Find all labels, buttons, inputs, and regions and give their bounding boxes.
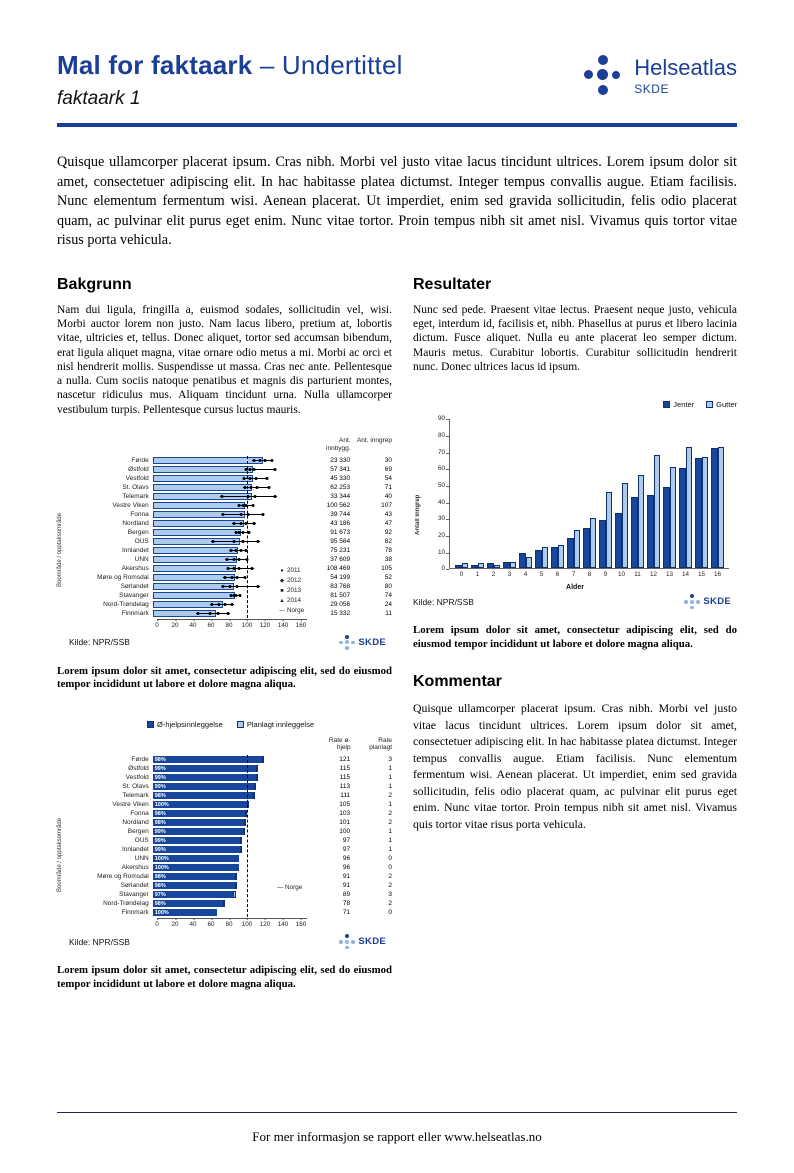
fig2-y-axis-label: Antall inngrep <box>415 495 421 536</box>
fig1-header-innbygg: Ant. innbygg. <box>326 436 351 452</box>
fig3-row: Stavanger 97% 89 3 <box>119 891 392 899</box>
fig2-caption: Lorem ipsum dolor sit amet, consectetur adipiscing elit, sed do eiusmod tempor incididunt ut labore et dolore magna aliqua. <box>413 624 737 650</box>
page-subtitle: faktaark 1 <box>57 88 141 109</box>
fig3-row: Østfold 99% 115 1 <box>128 765 392 773</box>
fig3-row: St. Olavs 99% 113 1 <box>122 783 392 791</box>
fig3-row: Sørlandet 98% 91 2 <box>120 882 392 890</box>
fig1-row: Møre og Romsdal 54 199 52 <box>97 573 392 581</box>
fig3-legend <box>69 720 392 729</box>
fig2-bar-group: 11 <box>631 475 644 568</box>
page-content <box>0 50 794 991</box>
kommentar-heading: Kommentar <box>413 673 502 691</box>
fig3-header-rate-ohjelp: Rate ø-hjelp <box>328 736 351 752</box>
fig3-header-rate-planlagt: Rate planlagt <box>369 736 393 752</box>
skde-dots-icon <box>339 635 354 650</box>
skde-logo: SKDE <box>339 635 386 650</box>
header-rule <box>57 123 737 127</box>
fig2-bar-group: 8 <box>583 518 596 568</box>
fig3-row: Nordland 98% 101 2 <box>122 819 392 827</box>
skde-dots-icon <box>339 934 354 949</box>
title-main: Mal for faktaark <box>57 50 253 80</box>
fig2-legend-jenter: Jenter <box>663 400 694 409</box>
helseatlas-logo <box>581 54 737 98</box>
fig3-row: OUS 99% 97 1 <box>134 837 392 845</box>
title-block <box>57 50 403 110</box>
figure-admission-type-chart <box>57 720 392 950</box>
fig1-row: Førde 23 330 30 <box>131 456 392 464</box>
fig2-source: Kilde: NPR/SSB <box>413 596 474 607</box>
fig2-bar-group: 7 <box>567 530 580 568</box>
right-column <box>413 276 737 991</box>
kommentar-body: Quisque ullamcorper placerat ipsum. Cras nibh. Morbi vel justo vitae lacus tincidunt ultrices. Lorem ipsum dolor sit amet, consectetuer adipiscing elit. In hac habitasse platea dictumst. Integer tempus convallis augue. Etiam facilisis. Nunc elementum fermentum wisi. Aenean placerat. Ut imperdiet, enim sed gravida sollicitudin, felis odio placerat quam, ac pulvinar elit purus eget enim. Nunc vitae tortor. Proin tempus nibh sit amet nisl. Vivamus quis tortor vitae risus porta vehicula. <box>413 701 737 831</box>
fig2-bar-group: 15 <box>695 457 708 569</box>
fig2-x-axis-label: Alder <box>566 584 584 592</box>
fig3-row: Fonna 98% 103 2 <box>130 810 392 818</box>
resultater-heading: Resultater <box>413 275 492 293</box>
fig3-row: Akershus 100% 96 0 <box>121 864 392 872</box>
fig1-row: Nord-Trøndelag 29 056 24 <box>103 600 392 608</box>
fig1-source: Kilde: NPR/SSB <box>69 637 130 648</box>
fig1-caption: Lorem ipsum dolor sit amet, consectetur adipiscing elit, sed do eiusmod tempor incididunt ut labore et dolore magna aliqua. <box>57 664 392 691</box>
fig2-bar-group: 12 <box>647 455 660 568</box>
page-title <box>57 50 403 81</box>
fig1-footer <box>69 635 392 650</box>
fig2-bar-group: 10 <box>615 483 628 568</box>
fig3-row: Finnmark 100% 71 0 <box>121 909 392 917</box>
page <box>0 50 794 1173</box>
fig2-bar-group: 2 <box>487 563 500 568</box>
fig2-legend-gutter: Gutter <box>706 400 737 409</box>
fig2-legend <box>413 400 737 409</box>
fig3-row: Nord-Trøndelag 98% 78 2 <box>103 900 392 908</box>
fig3-row: Vestre Viken 100% 105 1 <box>112 801 392 809</box>
fig2-bar-group: 4 <box>519 553 532 568</box>
fig1-y-axis-label: Boområde / opptaksområde <box>57 512 63 587</box>
fig2-bar-group: 6 <box>551 545 564 568</box>
fig1-row: Sørlandet 83 768 80 <box>120 582 392 590</box>
fig1-column-headers <box>69 437 392 453</box>
fig1-row: Fonna 39 744 43 <box>130 510 392 518</box>
fig2-bar-group: 3 <box>503 562 516 569</box>
fig3-caption: Lorem ipsum dolor sit amet, consectetur adipiscing elit, sed do eiusmod tempor incididunt ut labore et dolore magna aliqua. <box>57 964 392 990</box>
fig3-norge-legend: — Norge <box>277 884 303 892</box>
fig3-rows <box>69 755 392 917</box>
fig3-row: Bergen 99% 100 1 <box>127 828 392 836</box>
footer-text: For mer informasjon se rapport eller www.helseatlas.no <box>252 1129 542 1144</box>
fig3-legend-planlagt: Planlagt innleggelse <box>237 720 314 729</box>
fig1-row: Vestre Viken 100 562 107 <box>112 501 392 509</box>
fig2-bar-group: 13 <box>663 467 676 569</box>
fig1-row: UNN 37 609 38 <box>134 555 392 563</box>
fig2-bar-group: 9 <box>599 492 612 569</box>
skde-logo: SKDE <box>339 934 386 949</box>
title-sub: – Undertittel <box>252 50 403 80</box>
skde-dots-icon <box>684 594 699 609</box>
logo-org: SKDE <box>634 81 669 96</box>
helseatlas-dots-icon <box>581 54 625 98</box>
fig3-x-axis: 0 20 40 60 80 100 120 140 160 <box>157 918 307 930</box>
figure-regions-rate-chart <box>57 437 392 650</box>
intro-paragraph: Quisque ullamcorper placerat ipsum. Cras nibh. Morbi vel justo vitae lacus tincidunt ultrices. Lorem ipsum dolor sit amet, consectetuer adipiscing elit. In hac habitasse platea dictumst. Integer tempus convallis augue. Etiam facilisis. Nunc elementum fermentum wisi. Aenean placerat. Ut imperdiet, enim sed gravida sollicitudin, felis odio placerat quam, ac pulvinar elit purus eget enim. Nunc vitae tortor. Proin tempus nibh sit amet nisl. Vivamus quis tortor vitae risus porta vehicula. <box>57 154 737 249</box>
fig2-plot-area: 0 10 20 30 40 50 60 70 80 90 0 1 2 3 4 5 6 7 8 9 10 11 12 13 14 15 16 <box>449 419 729 569</box>
fig3-column-headers <box>69 737 392 753</box>
fig2-bar-group: 5 <box>535 547 548 569</box>
fig1-header-inngrep: Ant. inngrep <box>356 436 393 444</box>
fig2-bar-group: 1 <box>471 563 484 568</box>
fig2-bar-group: 14 <box>679 447 692 569</box>
fig1-row: Akershus 108 469 105 <box>121 564 392 572</box>
legend-swatch-dark-icon <box>147 721 154 728</box>
legend-swatch-light-icon <box>237 721 244 728</box>
footer-rule <box>57 1112 737 1114</box>
fig1-row: Nordland 43 186 47 <box>122 519 392 527</box>
two-column-layout <box>57 276 737 991</box>
resultater-body: Nunc sed pede. Praesent vitae lectus. Praesent neque justo, vehicula eget, interdum id, facilisis et, nibh. Phasellus at purus et libero lacinia dictum. Fusce aliquet. Nulla eu ante placerat leo semper dictum. Mauris metus. Curabitur lobortis. Curabitur sollicitudin hendrerit nunc. Donec ultrices lacus id ipsum. <box>413 303 737 373</box>
left-column <box>57 276 392 991</box>
fig3-footer <box>69 934 392 949</box>
logo-brand: Helseatlas <box>634 54 737 80</box>
fig1-row: Stavanger 81 507 74 <box>119 591 392 599</box>
fig2-bar-group: 16 <box>711 447 724 569</box>
skde-logo: SKDE <box>684 594 731 609</box>
fig3-legend-ohjelp: Ø-hjelpsinnleggelse <box>147 720 223 729</box>
logo-text <box>634 54 737 96</box>
fig3-row: Førde 98% 121 3 <box>131 756 392 764</box>
fig2-footer <box>413 594 737 609</box>
page-footer <box>57 1112 737 1146</box>
fig3-row: Vestfold 99% 115 1 <box>125 774 392 782</box>
fig1-row: Østfold 57 341 69 <box>128 465 392 473</box>
fig1-row: OUS 95 564 82 <box>134 537 392 545</box>
fig1-rows <box>69 456 392 618</box>
fig1-row: Finnmark 15 332 11 <box>121 609 392 617</box>
figure-age-gender-chart <box>413 400 737 609</box>
fig3-row: Telemark 98% 111 2 <box>122 792 392 800</box>
fig3-row: Møre og Romsdal 98% 91 2 <box>97 873 392 881</box>
fig1-row: Innlandet 75 231 78 <box>122 546 392 554</box>
fig3-y-axis-label: Boområde / opptaksområde <box>57 817 63 892</box>
bakgrunn-heading: Bakgrunn <box>57 275 132 293</box>
fig3-row: UNN 100% 96 0 <box>134 855 392 863</box>
fig1-x-axis: 0 20 40 60 80 100 120 140 160 <box>157 619 307 631</box>
fig1-row: Telemark 33 344 40 <box>122 492 392 500</box>
fig1-row: St. Olavs 62 253 71 <box>122 483 392 491</box>
bakgrunn-body: Nam dui ligula, fringilla a, euismod sodales, sollicitudin vel, wisi. Morbi auctor lorem non justo. Nam lacus libero, pretium at, lobortis vitae, ultricies et, tellus. Donec aliquet, tortor sed accumsan bibendum, erat ligula aliquet magna, vitae ornare odio metus a mi. Morbi ac orci et nisl hendrerit mollis. Suspendisse ut massa. Cras nec ante. Pellentesque a nulla. Cum sociis natoque penatibus et magnis dis parturient montes, nascetur ridiculus mus. Aliquam tincidunt urna. Nulla ullamcorper vestibulum turpis. Pellentesque cursus luctus mauris. <box>57 303 392 416</box>
fig2-bar-group: 0 <box>455 563 468 568</box>
fig1-row: Bergen 91 673 92 <box>127 528 392 536</box>
fig3-source: Kilde: NPR/SSB <box>69 936 130 947</box>
fig1-row: Vestfold 45 330 54 <box>125 474 392 482</box>
fig3-row: Innlandet 99% 97 1 <box>122 846 392 854</box>
page-header <box>57 50 737 110</box>
fig1-year-legend: ● 2011 ◆ 2012 ■ 2013 ▲ 2014 — Norge <box>279 566 305 614</box>
